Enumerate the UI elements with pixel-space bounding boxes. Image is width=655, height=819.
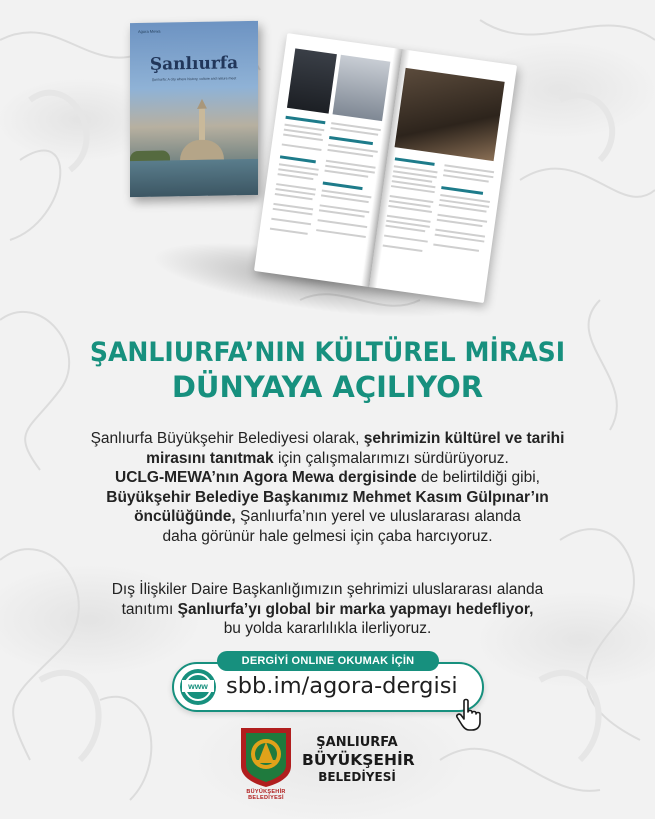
paragraph-line (40, 449, 615, 469)
magazine-cover (130, 21, 258, 197)
cover-dome (180, 139, 224, 160)
bold-text: UCLG-MEWA’nın Agora Mewa dergisinde (115, 469, 417, 486)
magazine-spread (251, 33, 517, 325)
page-heading-line (395, 157, 435, 166)
paragraph-line (40, 468, 615, 488)
municipality-emblem (237, 726, 295, 788)
paragraph-1 (40, 429, 615, 546)
link-label: DERGİYİ ONLINE OKUMAK İÇİN (217, 651, 439, 671)
page-text-line (271, 218, 311, 226)
bold-text: Büyükşehir Belediye Başkanımız Mehmet Kasım Gülpınar’ın (106, 488, 549, 506)
organization-name (302, 734, 415, 785)
page-text-line (282, 143, 322, 151)
paragraph-2 (40, 580, 615, 639)
org-line-3: BELEDİYESİ (318, 770, 396, 784)
magazine-mockup (0, 0, 655, 320)
page-heading-line (329, 136, 373, 145)
text-run: Dış İlişkiler Daire Başkanlığımızın şehrimizi uluslararası alanda (111, 581, 544, 598)
org-line-1: ŞANLIURFA (316, 735, 398, 750)
paragraph-line (40, 527, 615, 547)
cover-water (130, 159, 258, 197)
cover-subtitle: Şanlıurfa: A city where history, culture and nature meet (151, 76, 237, 82)
page-photo (333, 55, 391, 121)
page-text-line (317, 219, 367, 228)
paragraph-line (40, 429, 615, 449)
paragraph-line (40, 600, 615, 620)
page-heading-line (441, 186, 483, 195)
page-photo (395, 68, 505, 161)
bold-text: mirasını tanıtmak (146, 449, 274, 467)
page-heading-line (285, 116, 325, 125)
page-text-line (384, 235, 428, 243)
text-run: daha görünür hale gelmesi için çaba harcıyoruz. (162, 527, 493, 545)
text-run: de belirtildiği gibi, (416, 469, 540, 486)
paragraph-line (40, 580, 615, 600)
emblem-caption: BÜYÜKŞEHİR BELEDİYESİ (246, 789, 286, 801)
cover-title: Şanlıurfa (149, 53, 239, 75)
bold-text: öncülüğünde, (134, 508, 236, 525)
bold-text: Şanlıurfa’yı global bir marka yapmayı hedefliyor, (177, 600, 534, 618)
text-run: için çalışmalarımızı sürdürüyoruz. (273, 449, 509, 467)
page-photo (287, 48, 337, 113)
magazine-url[interactable]: sbb.im/agora-dergisi (226, 673, 458, 699)
headline-line-2: DÜNYAYA AÇILIYOR (171, 370, 484, 404)
headline (0, 337, 655, 405)
text-run: Şanlıurfa Büyükşehir Belediyesi olarak, (90, 430, 364, 447)
page-text-line (316, 229, 366, 238)
paragraph-line (40, 507, 615, 527)
org-line-2: BÜYÜKŞEHİR (302, 751, 415, 769)
globe-icon (180, 669, 216, 705)
page-heading-line (323, 182, 363, 191)
www-text: www (188, 681, 208, 691)
headline-line-1: ŞANLIURFA’NIN KÜLTÜREL MİRASI (89, 337, 566, 368)
page-heading-line (280, 155, 316, 163)
page-text-line (433, 244, 479, 252)
bold-text: şehrimizin kültürel ve tarihi (363, 430, 565, 447)
text-run: Şanlıurfa’nın yerel ve uluslararası alanda (235, 508, 521, 525)
paragraph-line (40, 619, 615, 639)
text-run: tanıtımı (121, 600, 178, 618)
cover-small-header: Agora Mewa (138, 28, 161, 34)
pointer-hand-icon (454, 698, 484, 732)
text-run: bu yolda kararlılıkla ilerliyoruz. (223, 620, 432, 637)
page-text-line (270, 228, 308, 235)
paragraph-line (40, 488, 615, 508)
page-text-line (383, 244, 423, 252)
